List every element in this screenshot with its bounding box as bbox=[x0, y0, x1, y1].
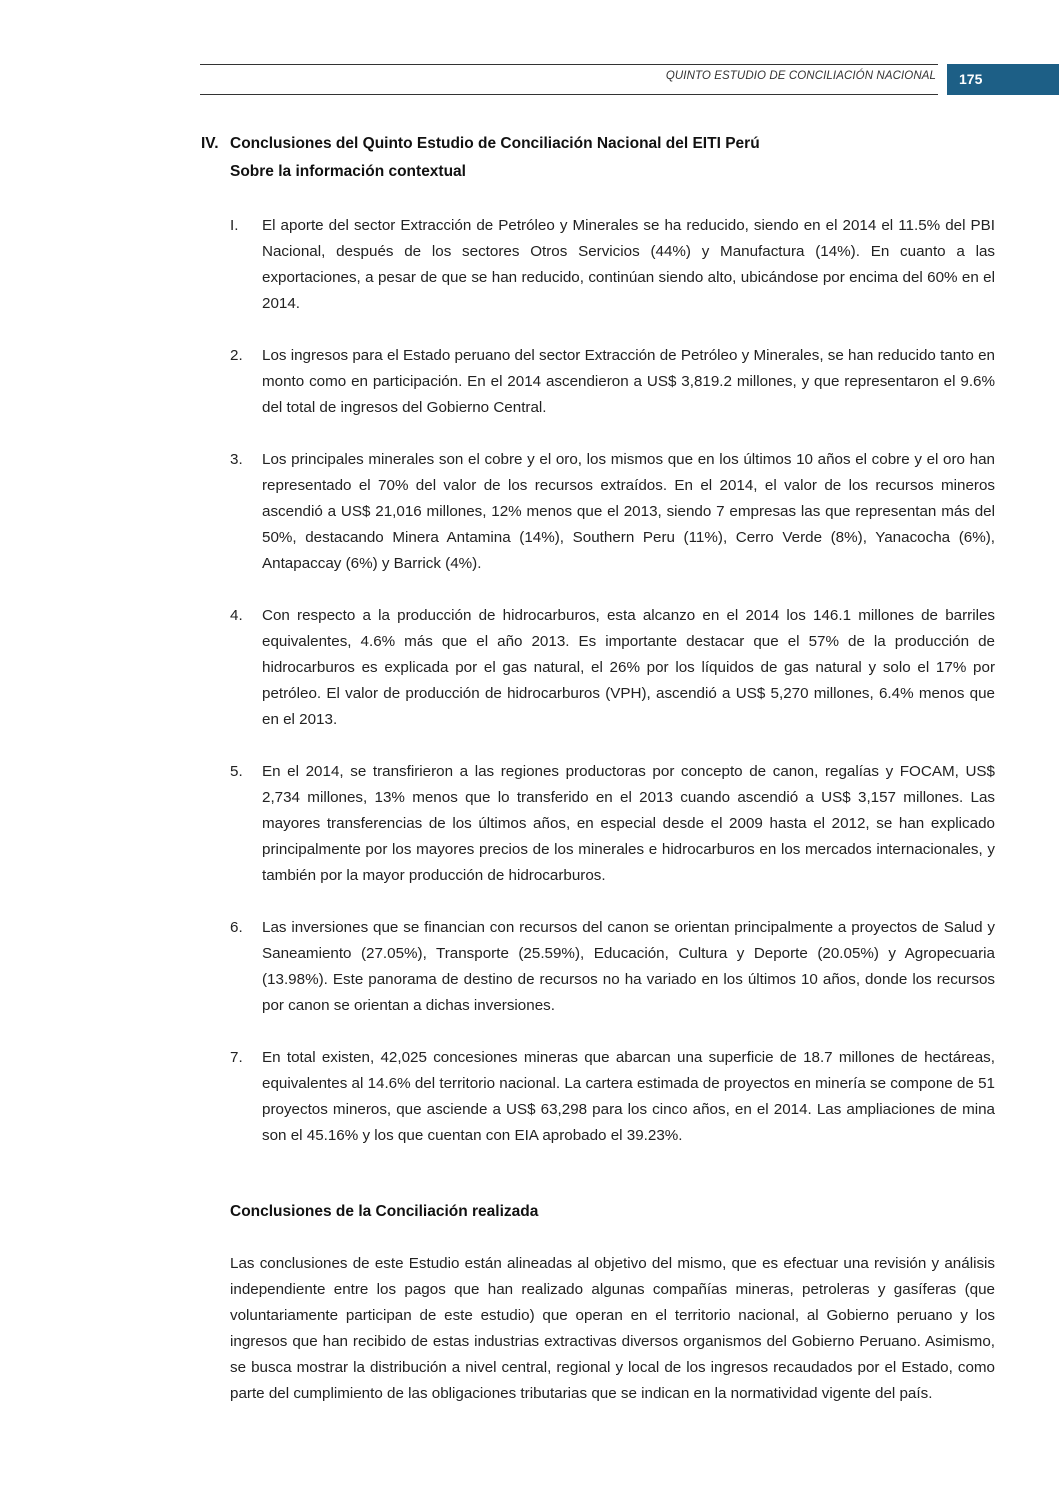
list-item-marker: 5. bbox=[230, 763, 243, 780]
section-number: IV. bbox=[201, 135, 219, 152]
list-item-text: En el 2014, se transfirieron a las regiones productoras por concepto de canon, regalías y FOCAM, US$ 2,734 millones, 13% menos que lo transferido en el 2013 cuando ascendió a US$ 3,157 millones. Las mayores transferencias de los últimos años, en especial desde el 2009 hasta el 2012, se han explicado principalmente por los mayores precios de los minerales e hidrocarburos en los mercados internacionales, y también por la mayor producción de hidrocarburos. bbox=[262, 763, 995, 884]
section-subtitle: Sobre la información contextual bbox=[230, 163, 466, 180]
list-item bbox=[230, 915, 995, 1019]
conclusions-list bbox=[230, 213, 995, 1175]
list-item bbox=[230, 1045, 995, 1149]
section-heading bbox=[201, 135, 760, 153]
list-item bbox=[230, 447, 995, 577]
list-item-text: Los principales minerales son el cobre y el oro, los mismos que en los últimos 10 años el cobre y el oro han representado el 70% del valor de los recursos extraídos. En el 2014, el valor de los recursos mineros ascendió a US$ 21,016 millones, 12% menos que el 2013, siendo 7 empresas las que representan más del 50%, destacando Minera Antamina (14%), Southern Peru (11%), Cerro Verde (8%), Yanacocha (6%), Antapaccay (6%) y Barrick (4%). bbox=[262, 451, 995, 572]
section-title: Conclusiones del Quinto Estudio de Conciliación Nacional del EITI Perú bbox=[230, 135, 760, 152]
header-rule-top bbox=[200, 64, 938, 65]
list-item-text: Los ingresos para el Estado peruano del sector Extracción de Petróleo y Minerales, se han reducido tanto en monto como en participación. En el 2014 ascendieron a US$ 3,819.2 millones, y que representaron el 9.6% del total de ingresos del Gobierno Central. bbox=[262, 347, 995, 416]
header-rule-bottom bbox=[200, 94, 938, 95]
list-item-marker: I. bbox=[230, 217, 239, 234]
list-item bbox=[230, 603, 995, 733]
list-item-text: Las inversiones que se financian con recursos del canon se orientan principalmente a proyectos de Salud y Saneamiento (27.05%), Transporte (25.59%), Educación, Cultura y Deporte (20.05%) y Agropecuaria (13.98%). Este panorama de destino de recursos no ha variado en los últimos 10 años, donde los recursos por canon se orientan a dichas inversiones. bbox=[262, 919, 995, 1014]
list-item-text: El aporte del sector Extracción de Petróleo y Minerales se ha reducido, siendo en el 2014 el 11.5% del PBI Nacional, después de los sectores Otros Servicios (44%) y Manufactura (14%). En cuanto a las exportaciones, a pesar de que se han reducido, continúan siendo alto, ubicándose por encima del 60% en el 2014. bbox=[262, 217, 995, 312]
conclusion-heading: Conclusiones de la Conciliación realizada bbox=[230, 1203, 539, 1220]
conclusion-paragraph: Las conclusiones de este Estudio están alineadas al objetivo del mismo, que es efectuar una revisión y análisis independiente entre los pagos que han realizado algunas compañías mineras, petroleras y gasíferas (que voluntariamente participan de este estudio) que operan en el territorio nacional, al Gobierno peruano y los ingresos que han recibido de estas industrias extractivas diversos organismos del Gobierno Peruano. Asimismo, se busca mostrar la distribución a nivel central, regional y local de los ingresos recaudados por el Estado, como parte del cumplimiento de las obligaciones tributarias que se indican en la normatividad vigente del país. bbox=[230, 1255, 995, 1402]
list-item-marker: 7. bbox=[230, 1049, 243, 1066]
list-item-text: En total existen, 42,025 concesiones mineras que abarcan una superficie de 18.7 millones de hectáreas, equivalentes al 14.6% del territorio nacional. La cartera estimada de proyectos en minería se compone de 51 proyectos mineros, que asciende a US$ 63,298 para los cinco años, en el 2014. Las ampliaciones de mina son el 45.16% y los que cuentan con EIA aprobado el 39.23%. bbox=[262, 1049, 995, 1144]
list-item-marker: 6. bbox=[230, 919, 243, 936]
list-item bbox=[230, 759, 995, 889]
list-item-marker: 4. bbox=[230, 607, 243, 624]
page-number: 175 bbox=[959, 71, 983, 87]
running-title: QUINTO ESTUDIO DE CONCILIACIÓN NACIONAL bbox=[665, 70, 936, 82]
list-item bbox=[230, 213, 995, 317]
list-item-marker: 3. bbox=[230, 451, 243, 468]
list-item-marker: 2. bbox=[230, 347, 243, 364]
list-item-text: Con respecto a la producción de hidrocarburos, esta alcanzo en el 2014 los 146.1 millones de barriles equivalentes, 4.6% más que el año 2013. Es importante destacar que el 57% de la producción de hidrocarburos es explicada por el gas natural, el 26% por los líquidos de gas natural y solo el 17% por petróleo. El valor de producción de hidrocarburos (VPH), ascendió a US$ 5,270 millones, 6.4% menos que en el 2013. bbox=[262, 607, 995, 728]
list-item bbox=[230, 343, 995, 421]
page-number-badge bbox=[947, 64, 1059, 95]
